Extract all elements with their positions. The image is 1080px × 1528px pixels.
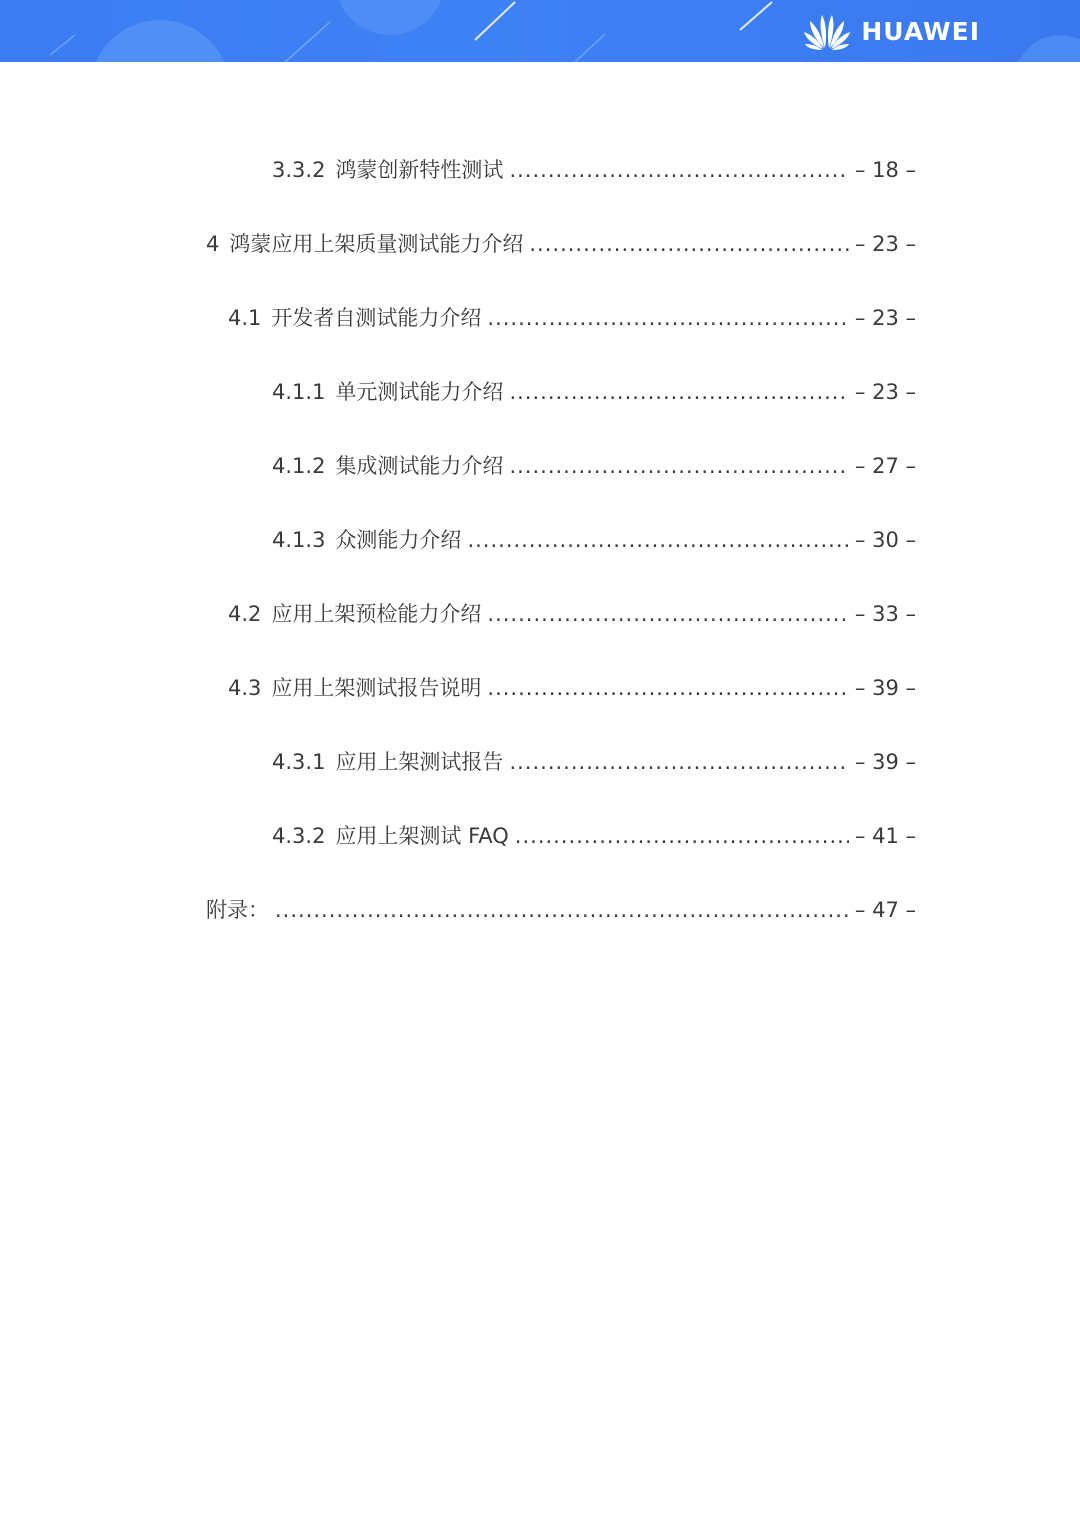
toc-number: 4.3.1 <box>272 750 326 774</box>
toc-number: 4.3.2 <box>272 824 326 848</box>
toc-entry[interactable] <box>272 524 916 556</box>
toc-leader-dots <box>487 672 849 704</box>
header-banner <box>0 0 1080 62</box>
toc-title: 应用上架测试 FAQ <box>335 824 509 848</box>
toc-entry[interactable] <box>206 894 916 926</box>
toc-number: 3.3.2 <box>272 158 326 182</box>
toc-number: 4.1.3 <box>272 528 326 552</box>
toc-number: 4.2 <box>228 602 262 626</box>
toc-title: 应用上架测试报告 <box>335 750 504 774</box>
toc-entry[interactable] <box>228 598 916 630</box>
toc-title: 开发者自测试能力介绍 <box>271 306 482 330</box>
toc-leader-dots <box>509 376 848 408</box>
toc-entry[interactable] <box>272 154 916 186</box>
toc-leader-dots <box>487 302 849 334</box>
toc-number: 4 <box>206 232 220 256</box>
toc-leader-dots <box>509 450 848 482</box>
toc-title: 集成测试能力介绍 <box>335 454 504 478</box>
toc-number: 4.3 <box>228 676 262 700</box>
toc-page-number: – 18 – <box>854 158 916 182</box>
toc-number: 4.1.1 <box>272 380 326 404</box>
toc-entry[interactable] <box>272 376 916 408</box>
toc-number: 4.1.2 <box>272 454 326 478</box>
toc-entry[interactable] <box>206 228 916 260</box>
toc-page-number: – 47 – <box>854 898 916 922</box>
toc-title: 鸿蒙创新特性测试 <box>335 158 504 182</box>
toc-leader-dots <box>487 598 849 630</box>
toc-title: 单元测试能力介绍 <box>335 380 504 404</box>
toc-entry[interactable] <box>272 746 916 778</box>
toc-page-number: – 23 – <box>854 380 916 404</box>
toc-entry[interactable] <box>228 302 916 334</box>
toc-leader-dots <box>509 154 848 186</box>
toc-page-number: – 30 – <box>854 528 916 552</box>
toc-page-number: – 39 – <box>854 676 916 700</box>
toc-title: 应用上架测试报告说明 <box>271 676 482 700</box>
toc-page-number: – 33 – <box>854 602 916 626</box>
huawei-flower-icon <box>803 12 851 50</box>
toc-title: 应用上架预检能力介绍 <box>271 602 482 626</box>
toc-entry[interactable] <box>272 450 916 482</box>
toc-leader-dots <box>275 894 849 926</box>
toc-page-number: – 23 – <box>854 232 916 256</box>
toc-title: 众测能力介绍 <box>335 528 462 552</box>
toc-page-number: – 39 – <box>854 750 916 774</box>
toc-number: 4.1 <box>228 306 262 330</box>
toc-page-number: – 23 – <box>854 306 916 330</box>
toc-leader-dots <box>467 524 848 556</box>
brand-name: HUAWEI <box>861 16 980 46</box>
toc-title: 附录： <box>206 898 269 922</box>
toc-leader-dots <box>509 746 848 778</box>
toc-entry[interactable] <box>228 672 916 704</box>
toc-leader-dots <box>515 820 849 852</box>
toc-page-number: – 41 – <box>854 824 916 848</box>
toc-entry[interactable] <box>272 820 916 852</box>
brand-logo <box>803 12 980 50</box>
toc-leader-dots <box>529 228 849 260</box>
toc-title: 鸿蒙应用上架质量测试能力介绍 <box>229 232 524 256</box>
toc-page-number: – 27 – <box>854 454 916 478</box>
